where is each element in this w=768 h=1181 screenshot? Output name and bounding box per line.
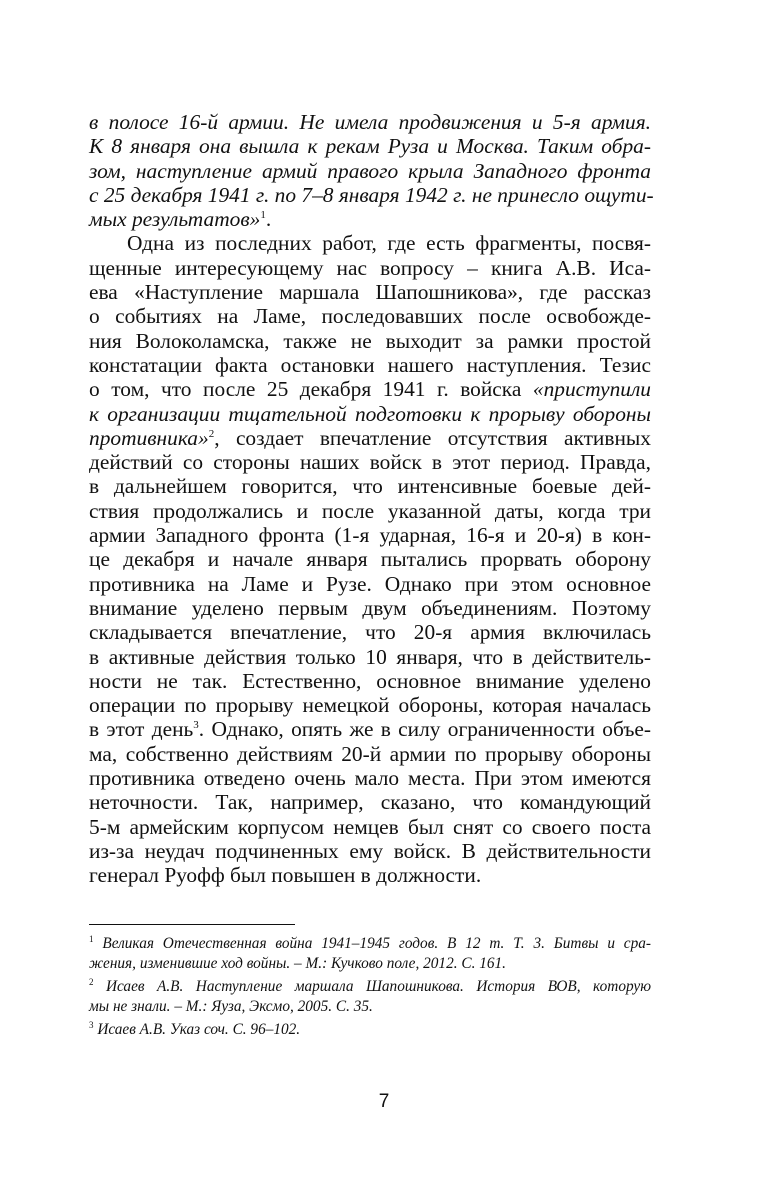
text-line: ева «Наступление маршала Шапошникова», где рассказ (89, 280, 651, 305)
text-line (89, 207, 651, 231)
text-line: зом, наступление армий правого крыла Западного фронта (89, 158, 651, 183)
footnote-ref-3: 3 (193, 719, 199, 732)
text-line: противника отведено очень мало места. При этом имеются (89, 766, 651, 791)
footnote-line (89, 934, 651, 954)
text-line: противника на Ламе и Рузе. Однако при этом основное (89, 571, 651, 596)
text-line (89, 426, 651, 450)
text-line: ности не так. Естественно, основное внимание уделено (89, 668, 651, 693)
footnote-line: мы не знали. – М.: Яуза, Эксмо, 2005. С. 35. (89, 998, 373, 1015)
text-fragment: мых результатов» (89, 207, 261, 232)
text-line: генерал Руофф был повышен в должности. (89, 863, 482, 888)
text-line: складывается впечатление, что 20-я армия включилась (89, 620, 651, 645)
footnote-ref-2: 2 (208, 427, 215, 440)
text-line: внимание уделено первым двум объединениям. Поэтому (89, 595, 651, 620)
footnote-ref-1: 1 (260, 209, 266, 222)
footnotes (89, 934, 651, 1043)
text-line: с 25 декабря 1941 г. по 7–8 января 1942 г. не принесло ощути- (89, 182, 654, 207)
footnote-text: Исаев А.В. Указ соч. С. 96–102. (97, 1021, 301, 1038)
paragraph-2 (89, 231, 651, 887)
text-line: в дальнейшем говорится, что интенсивные боевые дей- (89, 474, 651, 499)
text-line: неточности. Так, например, сказано, что командующий (89, 790, 651, 815)
paragraph-1 (89, 110, 654, 232)
text-line: о событиях на Ламе, последовавших после освобожде- (89, 304, 651, 329)
text-line: в полосе 16-й армии. Не имела продвижения и 5-я армия. (89, 110, 651, 134)
text-line: армии Западного фронта (1-я ударная, 16-я и 20-я) в кон- (89, 523, 651, 548)
footnote-line (89, 1020, 651, 1040)
text-line: К 8 января она вышла к рекам Руза и Москва. Таким обра- (89, 134, 651, 159)
footnote-number: 2 (89, 976, 94, 987)
text-line (89, 402, 651, 426)
footnote-number: 3 (89, 1019, 94, 1030)
footnote-number: 1 (89, 933, 94, 944)
text-line: ствия продолжались и после указанной даты, когда три (89, 498, 651, 523)
text-line: действий со стороны наших войск в этот период. Правда, (89, 450, 651, 475)
footnote-1 (89, 934, 651, 974)
footnote-text: Великая Отечественная война 1941–1945 годов. В 12 т. Т. 3. Битвы и сра- (102, 935, 651, 952)
text-line: ма, собственно действиям 20-й армии по прорыву обороны (89, 741, 651, 766)
text-line: ния Волоколамска, также не выходит за рамки простой (89, 328, 651, 353)
text-line: Одна из последних работ, где есть фрагменты, посвя- (127, 231, 651, 256)
footnote-line (89, 977, 651, 997)
text-line: це декабря и начале января пытались прорвать оборону (89, 547, 651, 572)
footnote-2 (89, 977, 651, 1017)
quote-fragment: противника» (89, 425, 209, 450)
footnote-line: жения, изменившие ход войны. – М.: Кучково поле, 2012. С. 161. (89, 955, 506, 972)
text-line: констатации факта остановки нашего наступления. Тезис (89, 352, 651, 377)
text-fragment: . (265, 207, 272, 232)
text-fragment: в этот день (89, 717, 194, 742)
text-fragment: , создает впечатление отсутствия активных (214, 425, 651, 450)
text-line: щенные интересующему нас вопросу – книга А.В. Иса- (89, 255, 651, 280)
page-number: 7 (378, 1091, 390, 1112)
text-line (89, 717, 651, 741)
body-text (89, 110, 654, 888)
text-line: в активные действия только 10 января, что в действитель- (89, 644, 651, 669)
text-fragment: о том, что после 25 декабря 1941 г. войска (89, 377, 533, 402)
text-line: из-за неудач подчиненных ему войск. В действительности (89, 838, 651, 863)
text-fragment: . Однако, опять же в силу ограниченности объе- (198, 717, 651, 742)
text-line: 5-м армейским корпусом немцев был снят со своего поста (89, 814, 651, 839)
quote-fragment: к организации тщательной подготовки к прорыву обороны (89, 401, 651, 426)
quote-fragment: «приступили (532, 377, 651, 402)
text-line: операции по прорыву немецкой обороны, которая началась (89, 693, 651, 718)
text-line (89, 377, 651, 401)
footnote-divider (89, 924, 295, 925)
footnote-text: Исаев А.В. Наступление маршала Шапошникова. История ВОВ, которую (105, 978, 651, 995)
footnote-3 (89, 1020, 651, 1040)
